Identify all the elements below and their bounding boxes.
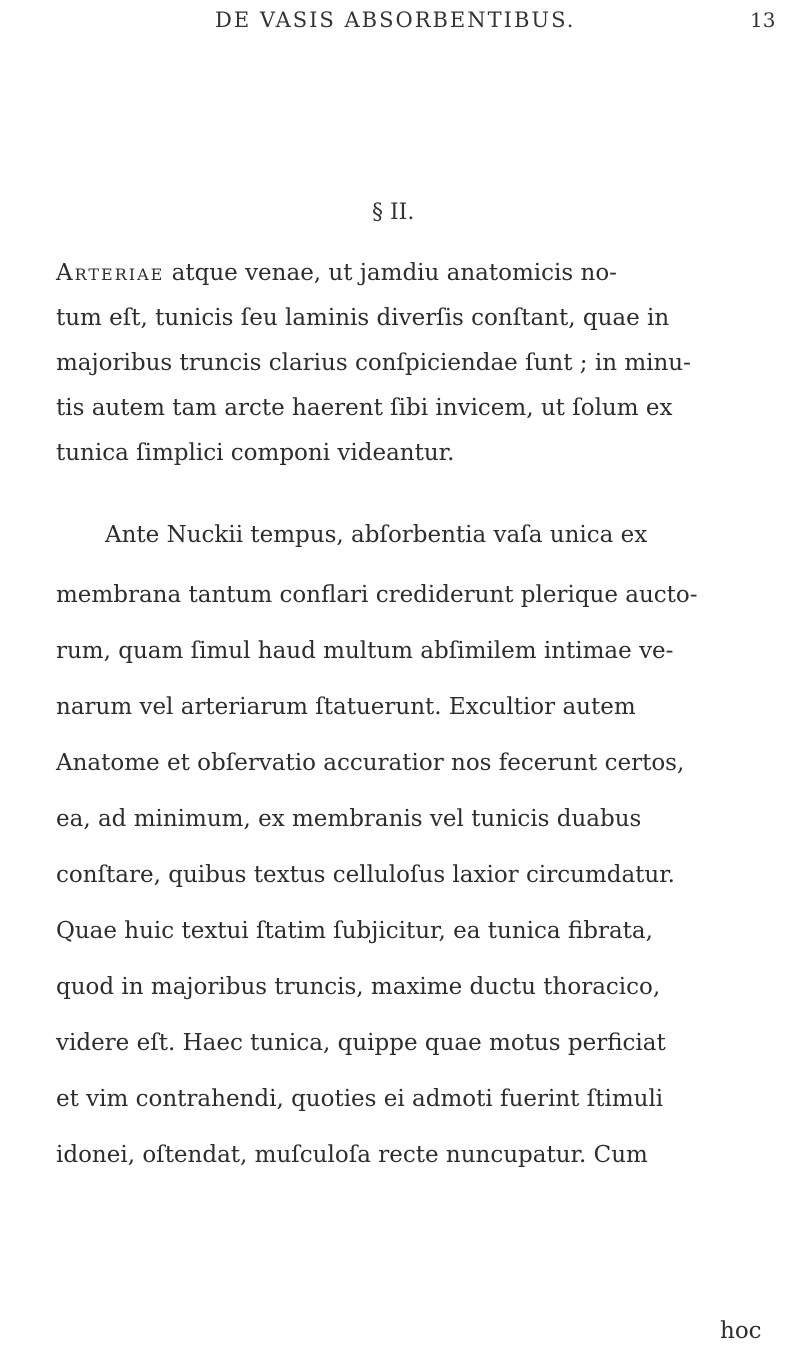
text-line: tunica ſimplici componi videantur. [56,440,455,466]
text-line: majoribus truncis clarius conſpiciendae ſunt ; in minu- [56,350,691,376]
text-line: idonei, oſtendat, muſculoſa recte nuncupatur. Cum [56,1142,648,1168]
running-head: DE VASIS ABSORBENTIBUS. [215,8,576,32]
text-line: Ante Nuckii tempus, abſorbentia vaſa unica ex [105,522,648,548]
text-line: rum, quam ſimul haud multum abſimilem intimae ve- [56,638,674,664]
text-line: quod in majoribus truncis, maxime ductu thoracico, [56,974,661,1000]
text-line: conſtare, quibus textus celluloſus laxior circumdatur. [56,862,675,888]
text-line: membrana tantum conflari crediderunt plerique aucto- [56,582,698,608]
text-line: narum vel arteriarum ſtatuerunt. Excultior autem [56,694,636,720]
text-line: videre eſt. Haec tunica, quippe quae motus perficiat [56,1030,666,1056]
catchword: hoc [720,1318,762,1344]
text-line: Quae huic textui ſtatim ſubjicitur, ea tunica fibrata, [56,918,653,944]
section-heading: § II. [372,200,415,225]
text-line: et vim contrahendi, quoties ei admoti fuerint ſtimuli [56,1086,664,1112]
line-rest: atque venae, ut jamdiu anatomicis no- [164,260,617,286]
text-line: ea, ad minimum, ex membranis vel tunicis duabus [56,806,642,832]
page-number: 13 [750,8,776,32]
text-line [56,260,617,286]
text-line: tis autem tam arcte haerent ſibi invicem, ut ſolum ex [56,395,673,421]
text-line: tum eſt, tunicis ſeu laminis diverſis conſtant, quae in [56,305,670,331]
initial-word: Arteriae [56,260,165,286]
text-line: Anatome et obſervatio accuratior nos fecerunt certos, [56,750,685,776]
